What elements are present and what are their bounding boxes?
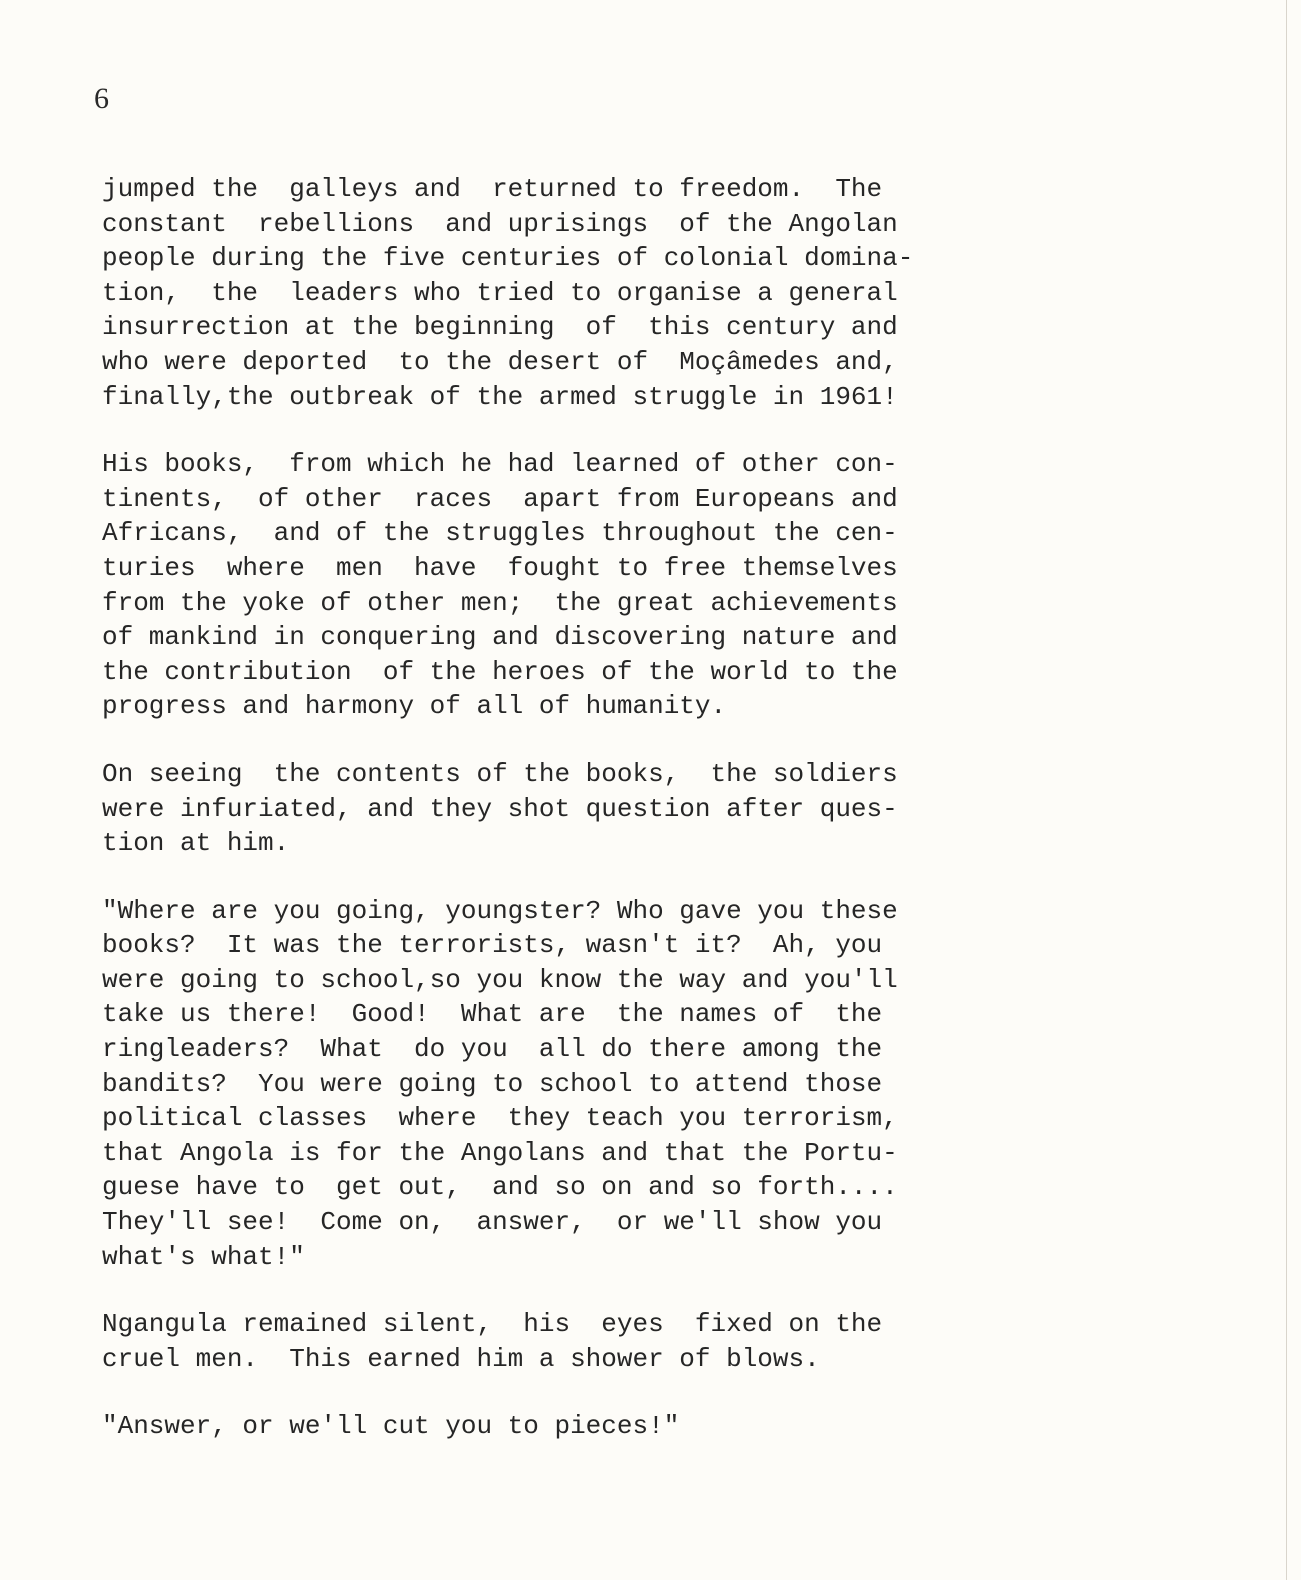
text-line: constant rebellions and uprisings of the Angolan — [102, 208, 898, 239]
text-line: tinents, of other races apart from Europeans and — [102, 483, 898, 514]
text-line: were going to school,so you know the way and you'll — [102, 964, 898, 995]
page-number: 6 — [94, 82, 109, 115]
text-line: guese have to get out, and so on and so forth.... — [102, 1172, 898, 1203]
text-line: On seeing the contents of the books, the soldiers — [102, 758, 898, 789]
page-edge — [1286, 0, 1287, 1580]
text-line: "Where are you going, youngster? Who gave you these — [102, 895, 898, 926]
text-line: of mankind in conquering and discovering nature and — [102, 622, 898, 653]
text-line: were infuriated, and they shot question after ques- — [102, 793, 898, 824]
text-line: Africans, and of the struggles throughout the cen- — [102, 518, 898, 549]
paragraph-4 — [102, 894, 1032, 1275]
text-line: what's what!" — [102, 1241, 305, 1272]
text-line: His books, from which he had learned of other con- — [102, 449, 898, 480]
text-line: from the yoke of other men; the great achievements — [102, 587, 898, 618]
text-line: bandits? You were going to school to attend those — [102, 1068, 883, 1099]
paragraph-2 — [102, 447, 1032, 724]
text-line: turies where men have fought to free themselves — [102, 552, 898, 583]
body-text — [102, 172, 1032, 1477]
text-line: finally,the outbreak of the armed struggle in 1961! — [102, 381, 898, 412]
text-line: political classes where they teach you terrorism, — [102, 1103, 898, 1134]
paragraph-1 — [102, 172, 1032, 414]
text-line: books? It was the terrorists, wasn't it? Ah, you — [102, 930, 883, 961]
text-line: ringleaders? What do you all do there among the — [102, 1034, 883, 1065]
text-line: jumped the galleys and returned to freedom. The — [102, 174, 883, 204]
text-line: tion at him. — [102, 828, 290, 859]
paragraph-5 — [102, 1307, 1032, 1376]
text-line: take us there! Good! What are the names of the — [102, 999, 883, 1030]
paragraph-6 — [102, 1409, 1032, 1444]
text-line: "Answer, or we'll cut you to pieces!" — [102, 1411, 680, 1442]
text-line: progress and harmony of all of humanity. — [102, 691, 727, 722]
text-line: They'll see! Come on, answer, or we'll show you — [102, 1207, 883, 1238]
text-line: Ngangula remained silent, his eyes fixed on the — [102, 1309, 883, 1340]
text-line: tion, the leaders who tried to organise a general — [102, 277, 898, 308]
text-line: who were deported to the desert of Moçâmedes and, — [102, 346, 898, 377]
text-line: that Angola is for the Angolans and that the Portu- — [102, 1137, 898, 1168]
text-line: insurrection at the beginning of this century and — [102, 312, 898, 343]
paragraph-3 — [102, 757, 1032, 861]
text-line: the contribution of the heroes of the world to the — [102, 656, 898, 687]
text-line: cruel men. This earned him a shower of blows. — [102, 1343, 820, 1374]
text-line: people during the five centuries of colonial domina- — [102, 243, 914, 274]
